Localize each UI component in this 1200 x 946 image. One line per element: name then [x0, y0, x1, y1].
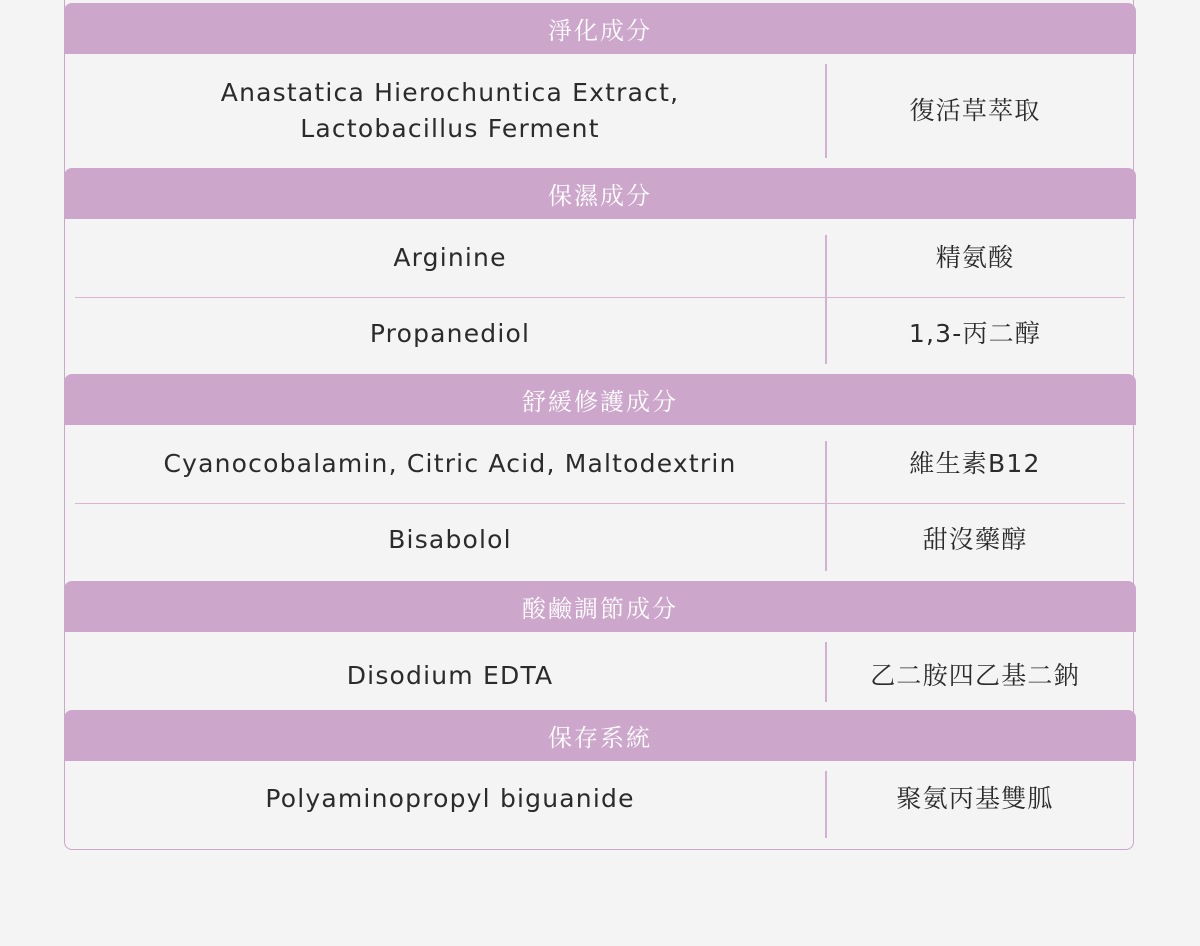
- section-header-preservative: [64, 710, 1136, 761]
- section-title: 保存系統: [548, 724, 652, 752]
- section-header-moisturizing: [64, 168, 1136, 219]
- ingredient-chinese: 精氨酸: [935, 243, 1015, 272]
- table-row: [75, 425, 1125, 503]
- ingredient-english: Disodium EDTA: [346, 661, 554, 690]
- ingredient-chinese: 甜沒藥醇: [922, 525, 1028, 554]
- section-header-purifying: [64, 3, 1136, 54]
- ingredient-chinese: 1,3-丙二醇: [908, 318, 1042, 348]
- ingredient-english: Cyanocobalamin, Citric Acid, Maltodextrin: [163, 449, 737, 478]
- table-row: [75, 219, 1125, 297]
- table-row: [75, 503, 1125, 582]
- ingredient-chinese: 維生素B12: [909, 449, 1041, 478]
- section-title: 酸鹼調節成分: [522, 595, 678, 623]
- ingredient-chinese: 乙二胺四乙基二鈉: [870, 661, 1080, 690]
- section-header-soothing: [64, 374, 1136, 425]
- ingredient-english: Polyaminopropyl biguanide: [265, 784, 635, 813]
- ingredient-english: Propanediol: [369, 318, 531, 348]
- ingredient-chinese: 復活草萃取: [909, 96, 1041, 125]
- table-row: [75, 761, 1125, 849]
- section-title: 淨化成分: [548, 17, 652, 45]
- section-title: 舒緩修護成分: [522, 388, 678, 416]
- section-title: 保濕成分: [548, 182, 652, 210]
- ingredient-chinese: 聚氨丙基雙胍: [896, 784, 1054, 813]
- ingredient-english: Bisabolol: [388, 525, 512, 554]
- table-row: [75, 632, 1125, 710]
- table-row: [75, 54, 1125, 168]
- table-row: [75, 297, 1125, 375]
- ingredient-english: Arginine: [393, 243, 507, 272]
- section-header-ph-adjusting: [64, 581, 1136, 632]
- ingredient-english: Anastatica Hierochuntica Extract, Lactobacillus Ferment: [220, 78, 680, 143]
